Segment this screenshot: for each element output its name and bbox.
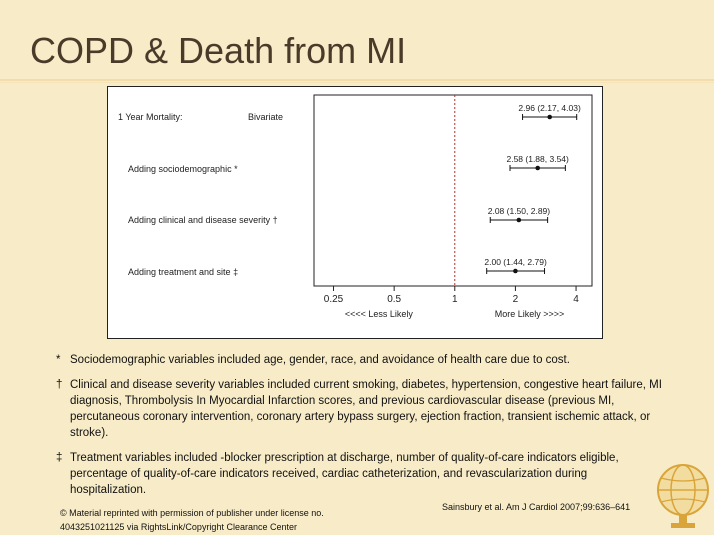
- forest-plot: [107, 86, 603, 339]
- point-estimate: [535, 166, 540, 171]
- copyright-line-2: 4043251021125 via RightsLink/Copyright Clearance Center: [60, 522, 297, 532]
- forest-plot-svg: [108, 87, 604, 340]
- x-tick-label: 1: [452, 294, 458, 305]
- x-label-less-likely: <<<< Less Likely: [344, 309, 413, 319]
- footnote-text: Sociodemographic variables included age, gender, race, and avoidance of health care due to cost.: [70, 354, 570, 366]
- footnote-symbol: †: [56, 379, 63, 391]
- point-estimate: [547, 115, 552, 120]
- citation: Sainsbury et al. Am J Cardiol 2007;99:636–641: [442, 502, 631, 512]
- footnote-text: Treatment variables included -blocker prescription at discharge, number of quality-of-care indicators eligible, percentage of quality-of-care indicators received, cardiac catheterization, and revascularization during hospitalization.: [70, 452, 619, 496]
- footnote-symbol: ‡: [56, 452, 63, 464]
- footnote-clinical: [56, 377, 666, 441]
- x-tick-label: 0.25: [323, 294, 344, 305]
- slide-title: COPD & Death from MI: [30, 30, 407, 71]
- row-label-sociodemographic: Adding sociodemographic *: [128, 164, 238, 174]
- row-header-model: Bivariate: [248, 112, 284, 122]
- plot-frame: [314, 95, 592, 286]
- footnotes: [56, 352, 666, 507]
- x-tick-label: 0.5: [387, 294, 402, 305]
- globe-icon: [655, 462, 711, 530]
- estimate-label: 2.00 (1.44, 2.79): [484, 257, 547, 267]
- footnote-treatment: [56, 450, 666, 498]
- row-label-treatment: Adding treatment and site ‡: [128, 267, 239, 277]
- estimate-label: 2.58 (1.88, 3.54): [506, 154, 569, 164]
- footnote-symbol: *: [56, 354, 61, 366]
- footnote-sociodemographic: [56, 352, 666, 368]
- row-label-clinical: Adding clinical and disease severity †: [128, 215, 278, 225]
- estimate-label: 2.08 (1.50, 2.89): [487, 206, 551, 216]
- x-tick-label: 2: [512, 294, 519, 305]
- row-header-label: 1 Year Mortality:: [118, 112, 183, 122]
- point-estimate: [517, 218, 522, 223]
- title-divider-secondary: [0, 82, 714, 83]
- copyright-line-1: © Material reprinted with permission of publisher under license no.: [60, 508, 324, 518]
- point-estimate: [513, 269, 518, 274]
- copyright-notice: [60, 506, 324, 534]
- title-divider: [0, 79, 714, 81]
- estimate-label: 2.96 (2.17, 4.03): [518, 103, 581, 113]
- x-tick-label: 4: [573, 294, 579, 305]
- footnote-text: Clinical and disease severity variables included current smoking, diabetes, hypertension, congestive heart failure, MI diagnosis, Thrombolysis In Myocardial Infarction scores, and previous cardiovascular disease (previous MI, percutaneous coronary intervention, coronary artery bypass surgery, ejection fraction, transient ischemic attack, or stroke).: [70, 379, 662, 439]
- x-label-more-likely: More Likely >>>>: [494, 309, 565, 319]
